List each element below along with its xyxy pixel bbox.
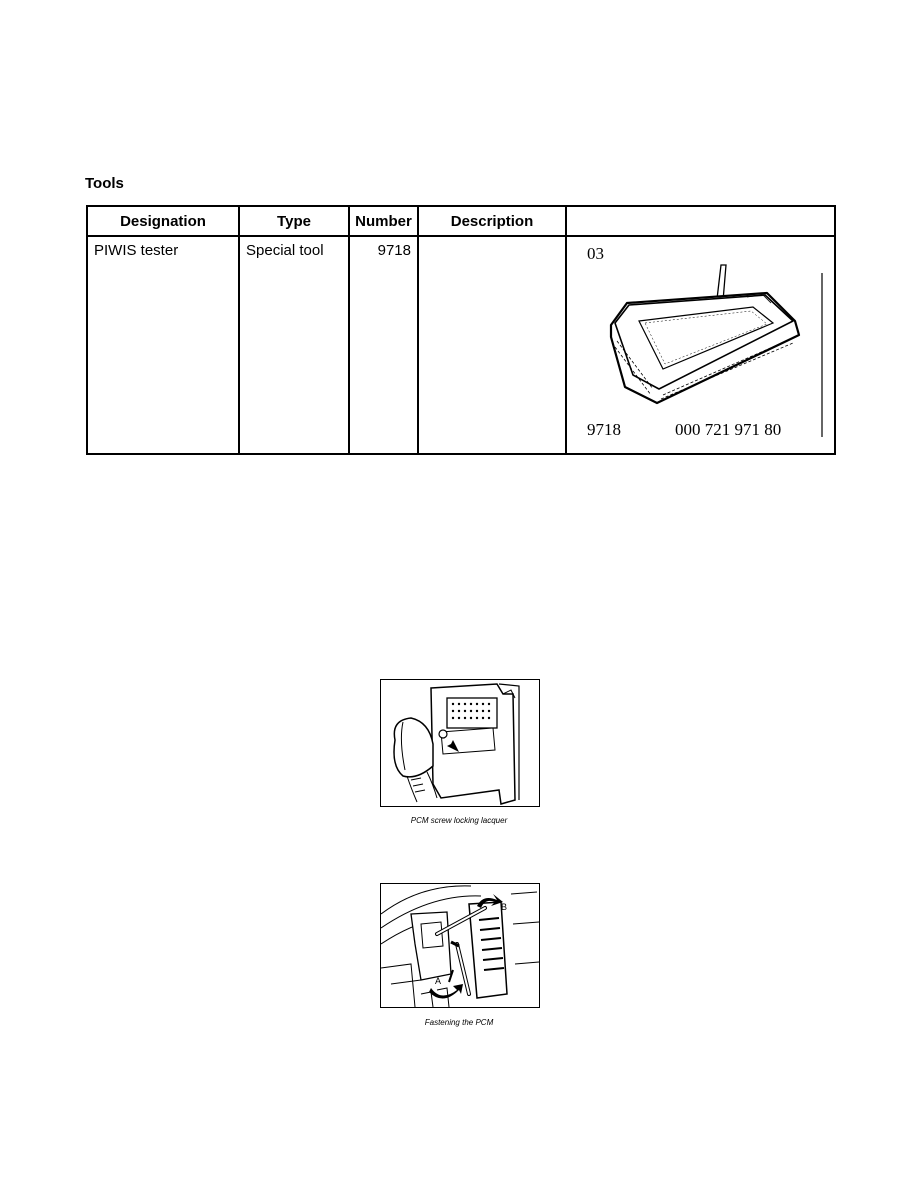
fastening-pcm-icon [381, 884, 539, 1007]
cell-description [418, 236, 566, 454]
label-a: A [435, 976, 442, 986]
tool-image-label-top: 03 [587, 244, 604, 263]
pcm-screw-figure [380, 679, 540, 807]
cell-designation: PIWIS tester [87, 236, 239, 454]
figure-caption: Fastening the PCM [424, 1018, 494, 1027]
piwis-tester-icon [567, 237, 833, 443]
tools-heading: Tools [85, 175, 124, 192]
column-header-image [566, 206, 835, 236]
column-header-type: Type [239, 206, 349, 236]
column-header-number: Number [349, 206, 418, 236]
cell-number: 9718 [349, 236, 418, 454]
fastening-pcm-figure [380, 883, 540, 1008]
figure-caption: PCM screw locking lacquer [410, 816, 508, 825]
tools-table-header [87, 206, 835, 236]
pcm-screw-locking-lacquer-icon [381, 680, 539, 806]
tool-image-label-right: 000 721 971 80 [675, 420, 782, 439]
cell-image [566, 236, 835, 454]
label-b: B [501, 902, 508, 912]
table-row [87, 236, 835, 454]
cell-type: Special tool [239, 236, 349, 454]
column-header-description: Description [418, 206, 566, 236]
tool-image-label-left: 9718 [587, 420, 621, 439]
column-header-designation: Designation [87, 206, 239, 236]
tools-table [86, 205, 836, 455]
